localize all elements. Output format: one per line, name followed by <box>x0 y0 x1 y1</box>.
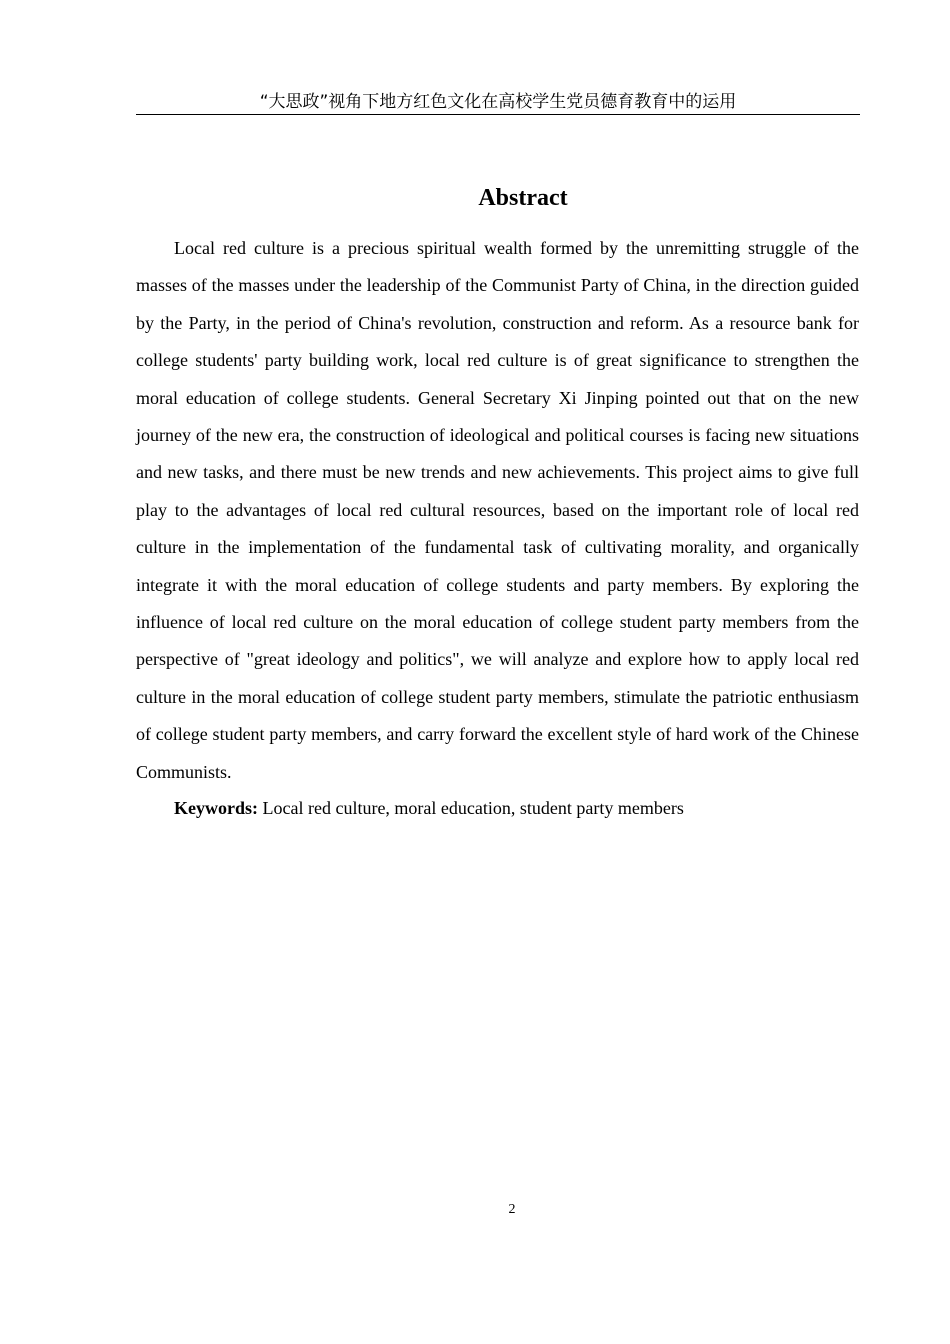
running-header: “大思政”视角下地方红色文化在高校学生党员德育教育中的运用 <box>259 92 737 112</box>
keywords-label: Keywords: <box>174 798 258 818</box>
keywords-text: Local red culture, moral education, student party members <box>258 798 684 818</box>
abstract-title: Abstract <box>478 185 568 211</box>
header-rule <box>136 114 860 115</box>
abstract-body: Local red culture is a precious spiritual wealth formed by the unremitting struggle of the masses of the masses under the leadership of the Communist Party of China, in the direction guided by the Party, in the period of China's revolution, construction and reform. As a resource bank for college students' party building work, local red culture is of great significance to strengthen the moral education of college students. General Secretary Xi Jinping pointed out that on the new journey of the new era, the construction of ideological and political courses is facing new situations and new tasks, and there must be new trends and new achievements. This project aims to give full play to the advantages of local red cultural resources, based on the important role of local red culture in the implementation of the fundamental task of cultivating morality, and organically integrate it with the moral education of college students and party members. By exploring the influence of local red culture on the moral education of college student party members from the perspective of "great ideology and politics", we will analyze and explore how to apply local red culture in the moral education of college student party members, stimulate the patriotic enthusiasm of college student party members, and carry forward the excellent style of hard work of the Chinese Communists. <box>136 238 859 782</box>
keywords-line <box>136 793 859 823</box>
page-number: 2 <box>508 1202 516 1217</box>
